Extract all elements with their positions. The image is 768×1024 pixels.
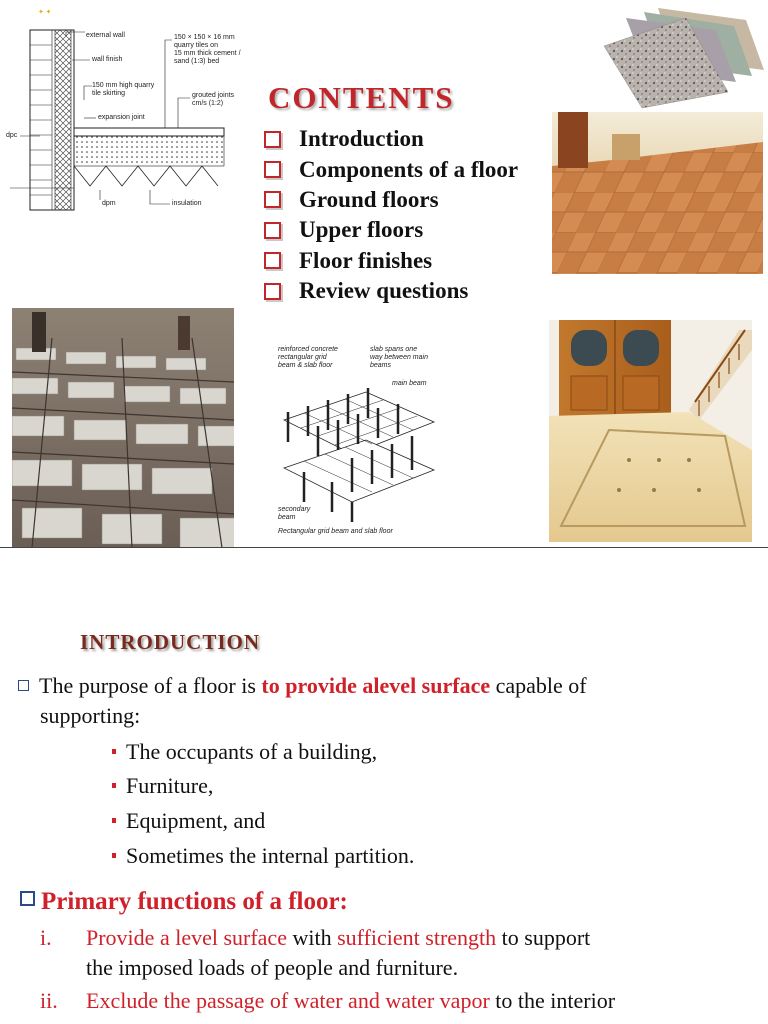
label-slab-spans: slab spans one way between main beams bbox=[370, 346, 428, 369]
floor-section-diagram bbox=[0, 0, 250, 225]
checkbox-bullet-icon bbox=[264, 161, 281, 178]
function-item-line-2: the imposed loads of people and furniture. bbox=[86, 955, 459, 980]
primary-functions-heading bbox=[20, 888, 348, 916]
label-dpm: dpm bbox=[102, 200, 116, 207]
contents-item bbox=[262, 215, 518, 245]
support-item-label: Furniture, bbox=[126, 773, 214, 798]
primary-functions-title: Primary functions of a floor: bbox=[41, 888, 348, 915]
red-bullet-icon bbox=[112, 853, 116, 858]
introduction-heading: INTRODUCTION bbox=[80, 630, 261, 654]
checkbox-bullet-icon bbox=[264, 191, 281, 208]
function-text-b: with bbox=[286, 925, 338, 950]
diagram-caption: Rectangular grid beam and slab floor bbox=[278, 528, 393, 535]
label-quarry-tiles: 150 × 150 × 16 mm quarry tiles on 15 mm thick cement / sand (1:3) bed bbox=[174, 34, 241, 65]
function-text-d: to support bbox=[496, 925, 591, 950]
checkbox-bullet-icon bbox=[264, 283, 281, 300]
slide-divider bbox=[0, 547, 768, 548]
red-bullet-icon bbox=[112, 783, 116, 788]
function-number: ii. bbox=[40, 988, 58, 1013]
contents-item bbox=[262, 276, 518, 306]
contents-item-label: Upper floors bbox=[299, 217, 424, 243]
label-wall-finish: wall finish bbox=[92, 56, 123, 63]
parquet-floor-photo bbox=[552, 112, 763, 274]
support-item bbox=[112, 773, 213, 799]
contents-item-label: Components of a floor bbox=[299, 156, 519, 182]
svg-text:✦ ✦: ✦ ✦ bbox=[38, 8, 52, 16]
label-external-wall: external wall bbox=[86, 32, 125, 39]
label-expansion-joint: expansion joint bbox=[98, 114, 145, 121]
function-text-c: sufficient strength bbox=[337, 925, 497, 950]
contents-item-label: Ground floors bbox=[299, 186, 439, 212]
function-item bbox=[40, 925, 590, 951]
contents-item-label: Introduction bbox=[299, 126, 424, 152]
function-text-b: to the interior bbox=[489, 988, 616, 1013]
marble-hall-photo bbox=[549, 320, 752, 542]
label-grouted-joints: grouted joints cm/s (1:2) bbox=[192, 92, 235, 107]
function-text-a: Exclude the passage of water and water vapor bbox=[86, 988, 490, 1013]
label-reinforced-concrete: reinforced concrete rectangular grid beam & slab floor bbox=[278, 346, 338, 369]
contents-item bbox=[262, 154, 518, 184]
checkbox-bullet-icon bbox=[264, 222, 281, 239]
contents-item bbox=[262, 185, 518, 215]
support-item-label: The occupants of a building, bbox=[126, 739, 378, 764]
support-item bbox=[112, 739, 377, 765]
support-item-label: Sometimes the internal partition. bbox=[126, 843, 415, 868]
contents-item-label: Floor finishes bbox=[299, 247, 433, 273]
checkbox-bullet-icon bbox=[264, 252, 281, 269]
tile-samples-photo bbox=[596, 0, 768, 110]
function-text-a: Provide a level surface bbox=[86, 925, 287, 950]
purpose-line bbox=[18, 673, 587, 699]
support-item-label: Equipment, and bbox=[126, 808, 266, 833]
label-secondary-beam: secondary beam bbox=[278, 506, 311, 521]
square-bullet-icon bbox=[18, 680, 29, 691]
function-number: i. bbox=[40, 925, 52, 950]
label-skirting: 150 mm high quarry tile skirting bbox=[92, 82, 155, 97]
red-bullet-icon bbox=[112, 818, 116, 823]
purpose-highlight: to provide alevel surface bbox=[261, 673, 491, 698]
grid-beam-diagram bbox=[274, 342, 444, 542]
contents-item bbox=[262, 246, 518, 276]
function-item bbox=[40, 988, 615, 1014]
purpose-line-2: supporting: bbox=[40, 703, 141, 728]
label-main-beam: main beam bbox=[392, 380, 427, 387]
support-item bbox=[112, 808, 265, 834]
contents-item-label: Review questions bbox=[299, 278, 469, 304]
label-dpc: dpc bbox=[6, 132, 18, 139]
checkbox-bullet-icon bbox=[264, 131, 281, 148]
purpose-text-pre: The purpose of a floor is bbox=[39, 673, 262, 698]
purpose-text-post: capable of bbox=[490, 673, 587, 698]
red-bullet-icon bbox=[112, 749, 116, 754]
label-insulation: insulation bbox=[172, 200, 202, 207]
square-bullet-icon bbox=[20, 891, 35, 906]
construction-rebar-photo bbox=[12, 308, 234, 548]
contents-item bbox=[262, 124, 518, 154]
contents-title: CONTENTS bbox=[268, 80, 455, 115]
contents-list bbox=[262, 124, 518, 306]
support-item bbox=[112, 843, 414, 869]
